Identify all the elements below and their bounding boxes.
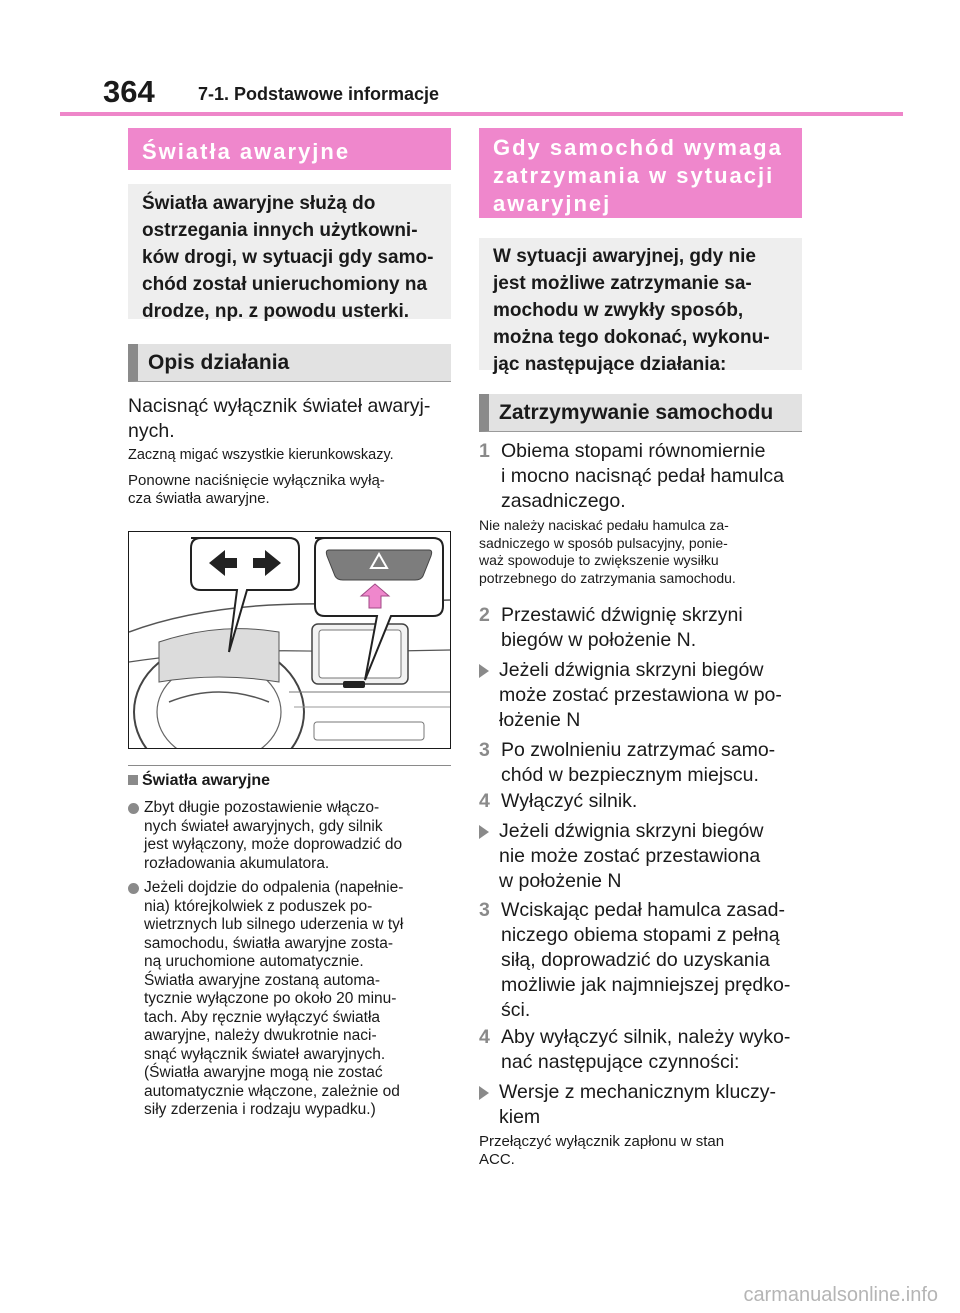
- step-line: nać następujące czynności:: [501, 1051, 740, 1073]
- intro-line: można tego dokonać, wykonu-: [493, 327, 770, 348]
- condition-neutral-possible: [479, 658, 809, 733]
- bullet-line: Światła awaryjne zostaną automa-: [144, 971, 381, 989]
- bullet-line: tach. Aby ręcznie wyłączyć światła: [144, 1008, 381, 1026]
- step-line: Wciskając pedał hamulca zasad-: [501, 899, 785, 921]
- note-line: Nie należy naciskać pedału hamulca za-: [479, 517, 729, 533]
- step-3b: [479, 898, 809, 1023]
- note-bullet: [128, 879, 458, 1120]
- note-line: waż spowoduje to zwiększenie wysiłku: [479, 552, 719, 568]
- condition-line: może zostać przestawiona w po-: [499, 684, 782, 706]
- acc-instruction: [479, 1133, 809, 1168]
- note-line: potrzebnego do zatrzymania samochodu.: [479, 569, 736, 586]
- step-line: możliwie jak najmniejszej prędko-: [501, 974, 791, 996]
- bullet-line: ną uruchomione automatycznie.: [144, 953, 364, 970]
- blink-note: Zaczną migać wszystkie kierunkowskazy.: [128, 447, 394, 463]
- note-line: sadniczego w sposób pulsacyjny, ponie-: [479, 534, 728, 551]
- condition-line: nie może zostać przestawiona: [499, 845, 761, 867]
- watermark: carmanualsonline.info: [743, 1284, 938, 1306]
- intro-line: jest możliwe zatrzymanie sa-: [493, 273, 752, 294]
- operation-paragraph: [128, 394, 458, 444]
- bullet-line: rozładowania akumulatora.: [144, 854, 330, 872]
- bullet-line: automatycznie włączone, zależnie od: [144, 1082, 400, 1100]
- dashboard-drawing: [129, 532, 450, 748]
- step-2: [479, 603, 809, 653]
- step-line: siłą, doprowadzić do uzyskania: [501, 949, 770, 971]
- step-line: Po zwolnieniu zatrzymać samo-: [501, 739, 776, 761]
- paragraph-line: Ponowne naciśnięcie wyłącznika wyłą-: [128, 472, 385, 489]
- bullet-line: Zbyt długie pozostawienie włączo-: [144, 799, 380, 816]
- condition-line: w położenie N: [499, 870, 622, 892]
- hazard-lights-title: Światła awaryjne: [128, 128, 451, 170]
- step-1-note: [479, 517, 809, 587]
- bullet-line: wietrznych lub silnego uderzenia w tył: [144, 916, 404, 933]
- intro-line: ostrzegania innych użytkowni-: [142, 220, 418, 241]
- paragraph-line: Nacisnąć wyłącznik świateł awaryj-: [128, 395, 431, 417]
- bullet-line: Jeżeli dojdzie do odpalenia (napełnie-: [144, 879, 404, 896]
- bullet-line: nia) którejkolwiek z poduszek po-: [144, 897, 373, 915]
- paragraph-line: cza światła awaryjne.: [128, 490, 270, 507]
- note-bullet: [128, 799, 458, 873]
- step-number: 4: [479, 790, 490, 812]
- bullet-line: nych świateł awaryjnych, gdy silnik: [144, 817, 383, 835]
- step-number: 2: [479, 604, 490, 626]
- condition-line: łożenie N: [499, 709, 581, 731]
- operation-subheading: Opis działania: [128, 344, 451, 382]
- step-line: Wyłączyć silnik.: [501, 790, 638, 812]
- condition-line: Jeżeli dźwignia skrzyni biegów: [499, 659, 764, 681]
- step-line: biegów w położenie N.: [501, 629, 697, 651]
- step-line: chód w bezpiecznym miejscu.: [501, 764, 759, 786]
- step-line: ści.: [501, 999, 531, 1021]
- triangle-arrow-icon: [479, 825, 489, 839]
- step-line: zasadniczego.: [501, 490, 626, 512]
- note-heading-text: Światła awaryjne: [142, 772, 271, 789]
- emergency-intro-box: [479, 238, 802, 375]
- second-press-note: [128, 472, 458, 508]
- intro-line: chód został unieruchomiony na: [142, 274, 428, 295]
- intro-line: mochodu w zwykły sposób,: [493, 300, 744, 321]
- step-line: i mocno nacisnąć pedał hamulca: [501, 465, 784, 487]
- title-line: zatrzymania w sytuacji: [493, 163, 775, 188]
- condition-line: kiem: [499, 1106, 541, 1128]
- header-rule: [60, 112, 903, 116]
- bullet-line: tycznie wyłączone po około 20 minu-: [144, 990, 397, 1007]
- intro-line: W sytuacji awaryjnej, gdy nie: [493, 246, 756, 267]
- condition-mechanical-key: [479, 1080, 809, 1130]
- bullet-line: samochodu, światła awaryjne zosta-: [144, 934, 393, 952]
- bullet-line: siły zderzenia i rodzaju wypadku.): [144, 1101, 376, 1118]
- title-line: awaryjnej: [493, 191, 612, 216]
- note-heading: [128, 772, 270, 790]
- hazard-intro-box: [128, 184, 451, 322]
- paragraph-line: nych.: [128, 420, 175, 442]
- round-bullet-icon: [128, 883, 139, 894]
- step-line: Aby wyłączyć silnik, należy wyko-: [501, 1026, 791, 1048]
- step-number: 3: [479, 899, 490, 921]
- step-1: [479, 439, 809, 514]
- step-3a: [479, 738, 809, 788]
- step-line: niczego obiema stopami z pełną: [501, 924, 780, 946]
- bullet-line: (Światła awaryjne mogą nie zostać: [144, 1064, 383, 1081]
- condition-line: Wersje z mechanicznym kluczy-: [499, 1081, 777, 1103]
- intro-line: drodze, np. z powodu usterki.: [142, 301, 410, 322]
- emergency-stop-title: [479, 128, 802, 218]
- instruction-line: ACC.: [479, 1150, 515, 1168]
- square-bullet-icon: [128, 775, 138, 785]
- section-title: 7-1. Podstawowe informacje: [198, 84, 440, 104]
- step-line: Obiema stopami równomiernie: [501, 440, 766, 462]
- bullet-line: snąć wyłącznik świateł awaryjnych.: [144, 1045, 386, 1063]
- triangle-arrow-icon: [479, 1086, 489, 1100]
- intro-line: Światła awaryjne służą do: [142, 193, 376, 214]
- triangle-arrow-icon: [479, 664, 489, 678]
- page-number: 364: [103, 74, 155, 109]
- dashboard-illustration: [128, 531, 451, 749]
- step-number: 4: [479, 1026, 490, 1048]
- step-4a: [479, 789, 809, 814]
- intro-line: jąc następujące działania:: [493, 354, 727, 375]
- condition-line: Jeżeli dźwignia skrzyni biegów: [499, 820, 764, 842]
- round-bullet-icon: [128, 803, 139, 814]
- step-line: Przestawić dźwignię skrzyni: [501, 604, 743, 626]
- stopping-subheading: Zatrzymywanie samochodu: [479, 394, 802, 432]
- title-line: Gdy samochód wymaga: [493, 135, 783, 160]
- step-number: 3: [479, 739, 490, 761]
- instruction-line: Przełączyć wyłącznik zapłonu w stan: [479, 1133, 725, 1150]
- intro-line: ków drogi, w sytuacji gdy samo-: [142, 247, 434, 268]
- step-number: 1: [479, 440, 490, 462]
- note-divider: [128, 765, 451, 766]
- step-4b: [479, 1025, 809, 1075]
- bullet-line: awaryjne, należy dwukrotnie naci-: [144, 1027, 377, 1044]
- condition-neutral-impossible: [479, 819, 809, 894]
- bullet-line: jest wyłączony, może doprowadzić do: [144, 836, 403, 853]
